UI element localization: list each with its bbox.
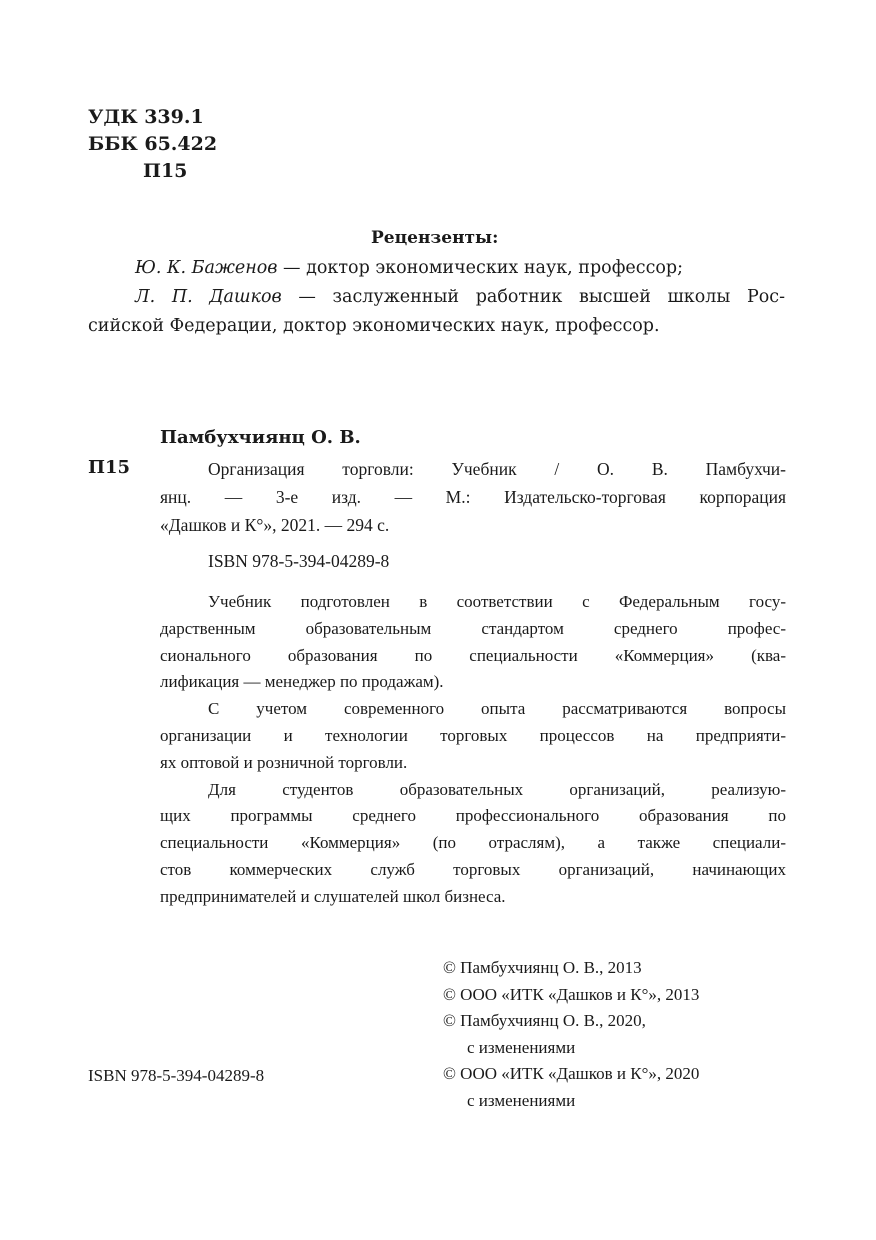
annot-p3-l1: Для студентов образовательных организаций, реализую- bbox=[208, 779, 786, 799]
biblio-description bbox=[160, 455, 786, 539]
biblio-line-3: «Дашков и К°», 2021. — 294 с. bbox=[160, 515, 390, 535]
copyright-line: © ООО «ИТК «Дашков и К°», 2013 bbox=[443, 984, 700, 1004]
reviewer-2-desc-1: — заслуженный работник высшей школы Рос- bbox=[281, 287, 785, 307]
annot-p3-l3: специальности «Коммерция» (по отраслям), а также специали- bbox=[160, 833, 786, 853]
annot-p2-l2: организации и технологии торговых процессов на предприяти- bbox=[160, 725, 786, 745]
copyright-line: с изменениями bbox=[467, 1037, 576, 1057]
copyright-line: © ООО «ИТК «Дашков и К°», 2020 bbox=[443, 1064, 700, 1083]
biblio-author: Памбухчиянц О. В. bbox=[160, 427, 361, 448]
copyright-line: с изменениями bbox=[467, 1090, 576, 1110]
isbn-bottom: ISBN 978-5-394-04289-8 bbox=[88, 1066, 265, 1085]
biblio-line-2: янц. — 3-е изд. — М.: Издательско-торговая корпорация bbox=[160, 487, 786, 507]
annot-p3-l5: предпринимателей и слушателей школ бизнеса. bbox=[160, 886, 506, 906]
biblio-line-1: Организация торговли: Учебник / О. В. Памбухчи- bbox=[208, 459, 786, 479]
annot-p3-l2: щих программы среднего профессионального образования по bbox=[160, 806, 786, 826]
reviewer-2 bbox=[135, 284, 785, 310]
biblio-mark: П15 bbox=[88, 457, 131, 478]
udk-code: УДК 339.1 bbox=[88, 106, 204, 128]
reviewer-2-name: Л. П. Дашков bbox=[135, 287, 282, 307]
bbk-code: ББК 65.422 bbox=[88, 133, 218, 155]
annot-p2-l3: ях оптовой и розничной торговли. bbox=[160, 752, 408, 772]
annot-p3-l4: стов коммерческих служб торговых организаций, начинающих bbox=[160, 859, 786, 879]
reviewer-1-desc: — доктор экономических наук, профессор; bbox=[277, 258, 684, 278]
copyright-line: © Памбухчиянц О. В., 2013 bbox=[443, 958, 642, 977]
annot-p1-l1: Учебник подготовлен в соответствии с Федеральным госу- bbox=[208, 592, 786, 611]
biblio-isbn: ISBN 978-5-394-04289-8 bbox=[208, 551, 390, 571]
author-mark: П15 bbox=[143, 160, 188, 182]
reviewers-title: Рецензенты: bbox=[371, 228, 499, 248]
reviewer-1 bbox=[135, 255, 683, 281]
annot-p1-l2: дарственным образовательным стандартом среднего профес- bbox=[160, 618, 786, 638]
reviewer-2-desc-2: сийской Федерации, доктор экономических наук, профессор. bbox=[88, 316, 660, 336]
reviewer-1-name: Ю. К. Баженов bbox=[135, 258, 278, 278]
copyright-block bbox=[443, 955, 699, 1114]
copyright-line: © Памбухчиянц О. В., 2020, bbox=[443, 1011, 646, 1030]
annot-p1-l3: сионального образования по специальности «Коммерция» (ква- bbox=[160, 645, 786, 665]
annot-p1-l4: лификация — менеджер по продажам). bbox=[160, 672, 444, 692]
annotation bbox=[160, 589, 786, 911]
annot-p2-l1: С учетом современного опыта рассматриваются вопросы bbox=[208, 699, 786, 719]
